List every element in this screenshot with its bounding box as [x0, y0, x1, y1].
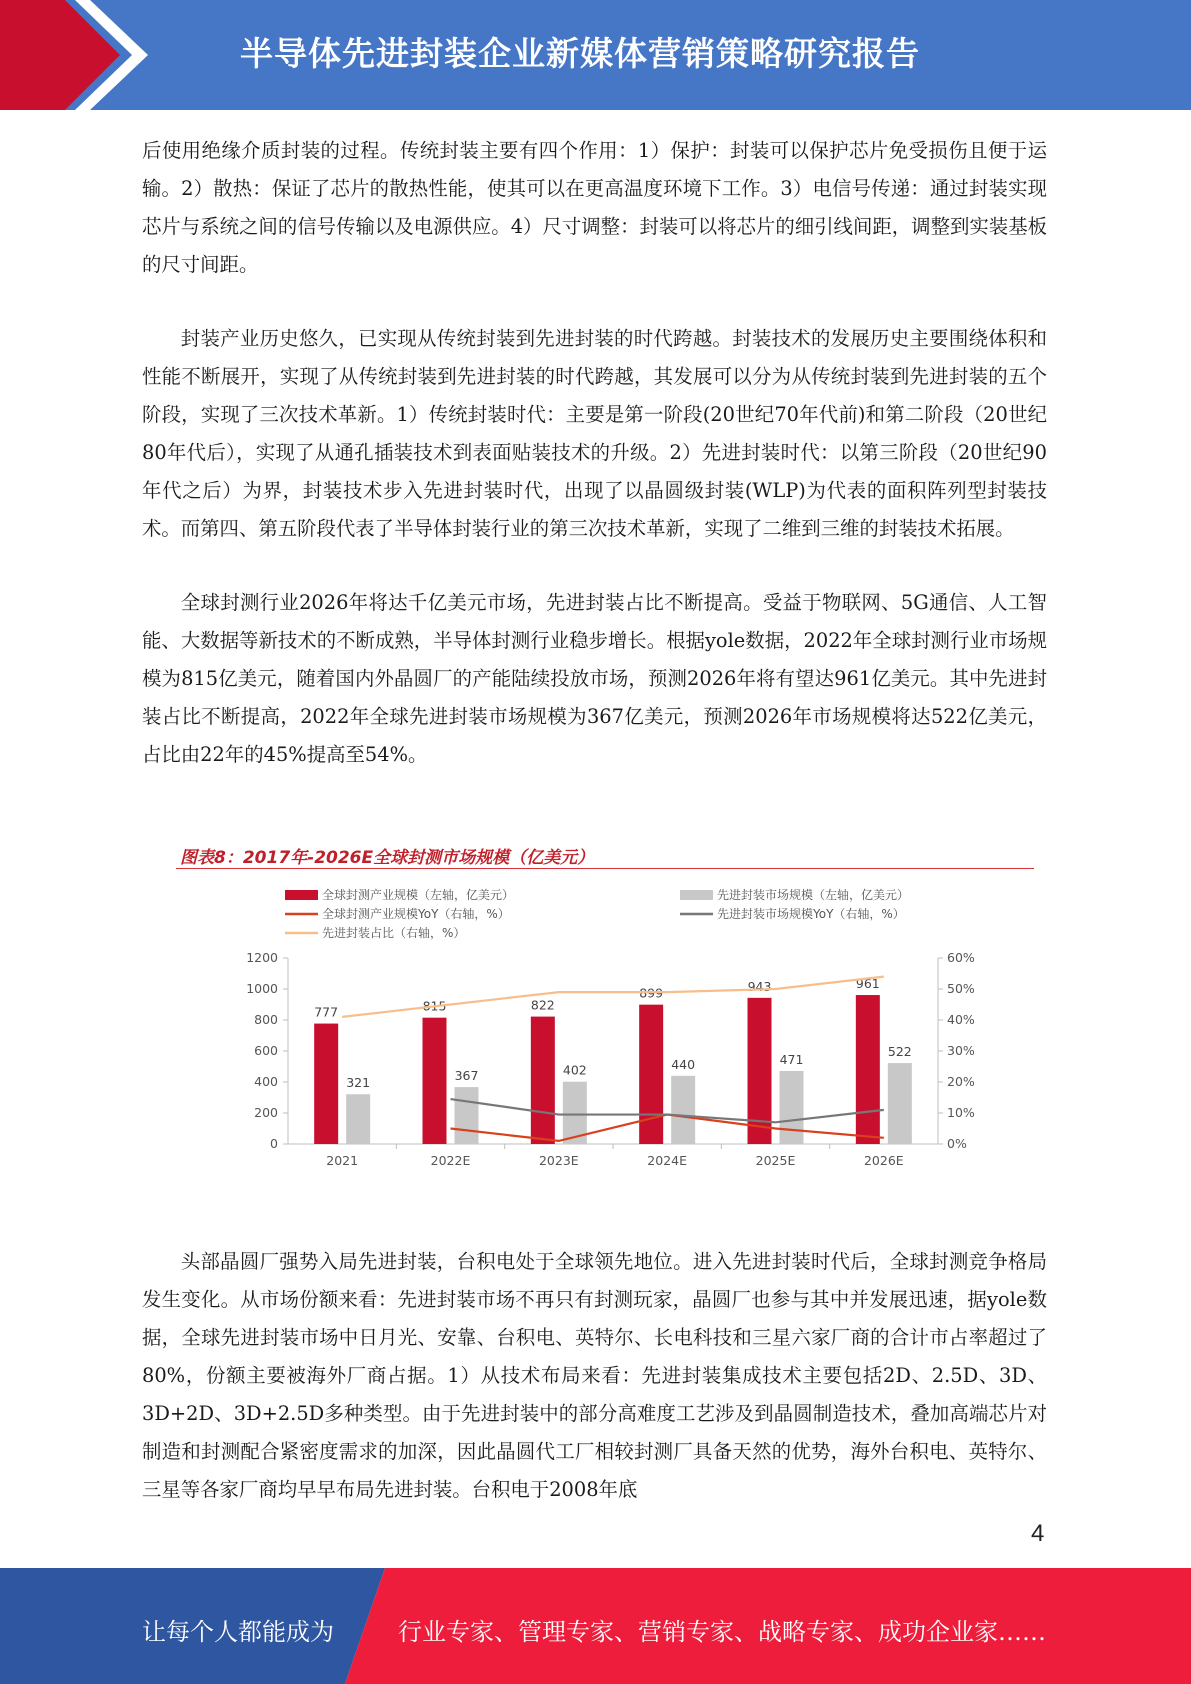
legend-label: 全球封测产业规模（左轴，亿美元） [322, 888, 515, 902]
left-tick-label: 0 [270, 1136, 278, 1151]
right-tick-label: 20% [947, 1074, 975, 1089]
right-tick-label: 30% [947, 1043, 975, 1058]
legend-label: 先进封装占比（右轴，%） [322, 926, 466, 940]
left-tick-label: 400 [254, 1074, 278, 1089]
main-content-2 [142, 1243, 1047, 1509]
page-footer [0, 1568, 1191, 1684]
bar-total [531, 1017, 555, 1144]
legend-swatch [285, 890, 318, 900]
main-content [142, 132, 1047, 774]
left-tick-label: 800 [254, 1012, 278, 1027]
bar-advanced [780, 1071, 804, 1144]
paragraph-4: 头部晶圆厂强势入局先进封装，台积电处于全球领先地位。进入先进封装时代后，全球封测竞争格局发生变化。从市场份额来看：先进封装市场不再只有封测玩家，晶圆厂也参与其中并发展迅速，据yole数据，全球先进封装市场中日月光、安靠、台积电、英特尔、长电科技和三星六家厂商的合计市占率超过了80%，份额主要被海外厂商占据。1）从技术布局来看：先进封装集成技术主要包括2D、2.5D、3D、3D+2D、3D+2.5D多种类型。由于先进封装中的部分高难度工艺涉及到晶圆制造技术，叠加高端芯片对制造和封测配合紧密度需求的加深，因此晶圆代工厂相较封测厂具备天然的优势，海外台积电、英特尔、三星等各家厂商均早早布局先进封装。台积电于2008年底 [142, 1250, 1047, 1501]
bar-total [856, 995, 880, 1144]
x-tick-label: 2026E [863, 1153, 904, 1168]
footer-slogan-right: 行业专家、管理专家、营销专家、战略专家、成功企业家…… [398, 1618, 1046, 1646]
bar-data-label: 402 [562, 1062, 587, 1078]
x-tick-label: 2021 [326, 1153, 359, 1168]
bar-total [423, 1018, 447, 1144]
paragraph-2: 封装产业历史悠久，已实现从传统封装到先进封装的时代跨越。封装技术的发展历史主要围绕体积和性能不断展开，实现了从传统封装到先进封装的时代跨越，其发展可以分为从传统封装到先进封装的五个阶段，实现了三次技术革新。1）传统封装时代：主要是第一阶段(20世纪70年代前)和第二阶段（20世纪80年代后），实现了从通孔插装技术到表面贴装技术的升级。2）先进封装时代：以第三阶段（20世纪90年代之后）为界，封装技术步入先进封装时代，出现了以晶圆级封装(WLP)为代表的面积阵列型封装技术。而第四、第五阶段代表了半导体封装行业的第三次技术革新，实现了二维到三维的封装技术拓展。 [142, 327, 1047, 540]
market-size-chart [150, 878, 975, 1178]
x-tick-label: 2022E [430, 1153, 471, 1168]
right-tick-label: 60% [947, 950, 975, 965]
left-tick-label: 1000 [246, 981, 278, 996]
legend-label: 全球封测产业规模YoY（右轴，%） [322, 907, 510, 921]
report-title: 半导体先进封装企业新媒体营销策略研究报告 [240, 34, 920, 73]
footer-slogan-left: 让每个人都能成为 [142, 1618, 334, 1646]
header-arrow-decoration [0, 0, 160, 110]
legend-label: 先进封装市场规模YoY（右轴，%） [717, 907, 905, 921]
bar-data-label: 440 [671, 1056, 696, 1072]
paragraph-3: 全球封测行业2026年将达千亿美元市场，先进封装占比不断提高。受益于物联网、5G通信、人工智能、大数据等新技术的不断成熟，半导体封测行业稳步增长。根据yole数据，2022年全球封测行业市场规模为815亿美元，随着国内外晶圆厂的产能陆续投放市场，预测2026年将有望达961亿美元。其中先进封装占比不断提高，2022年全球先进封装市场规模为367亿美元，预测2026年市场规模将达522亿美元，占比由22年的45%提高至54%。 [142, 591, 1047, 766]
page-number: 4 [1031, 1520, 1045, 1547]
paragraph-1: 后使用绝缘介质封装的过程。传统封装主要有四个作用：1）保护：封装可以保护芯片免受损伤且便于运输。2）散热：保证了芯片的散热性能，使其可以在更高温度环境下工作。3）电信号传递：通过封装实现芯片与系统之间的信号传输以及电源供应。4）尺寸调整：封装可以将芯片的细引线间距，调整到实装基板的尺寸间距。 [142, 139, 1047, 276]
bar-total [639, 1005, 663, 1144]
page-header [0, 0, 1191, 110]
legend-label: 先进封装市场规模（左轴，亿美元） [717, 888, 910, 902]
bar-advanced [671, 1076, 695, 1144]
bar-data-label: 321 [346, 1075, 371, 1091]
series-line-1 [451, 1115, 884, 1141]
right-tick-label: 50% [947, 981, 975, 996]
x-tick-label: 2024E [647, 1153, 688, 1168]
legend-swatch [680, 890, 713, 900]
figure-caption: 图表8：2017年-2026E全球封测市场规模（亿美元） [180, 848, 595, 868]
bar-data-label: 522 [887, 1044, 912, 1060]
right-tick-label: 0% [947, 1136, 967, 1151]
bar-data-label: 471 [779, 1051, 804, 1067]
series-line-2 [451, 1099, 884, 1122]
left-tick-label: 1200 [246, 950, 278, 965]
bar-data-label: 367 [454, 1068, 479, 1084]
x-tick-label: 2023E [538, 1153, 579, 1168]
bar-data-label: 822 [530, 997, 555, 1013]
figure-caption-rule [176, 868, 1034, 869]
bar-advanced [346, 1094, 370, 1144]
left-tick-label: 200 [254, 1105, 278, 1120]
bar-advanced [888, 1063, 912, 1144]
bar-data-label: 899 [639, 985, 664, 1001]
x-tick-label: 2025E [755, 1153, 796, 1168]
bar-advanced [455, 1087, 479, 1144]
right-tick-label: 40% [947, 1012, 975, 1027]
left-tick-label: 600 [254, 1043, 278, 1058]
bar-data-label: 943 [747, 978, 772, 994]
bar-data-label: 961 [855, 976, 880, 992]
bar-total [314, 1024, 338, 1144]
right-tick-label: 10% [947, 1105, 975, 1120]
bar-data-label: 777 [314, 1004, 339, 1020]
bar-data-label: 815 [422, 998, 447, 1014]
